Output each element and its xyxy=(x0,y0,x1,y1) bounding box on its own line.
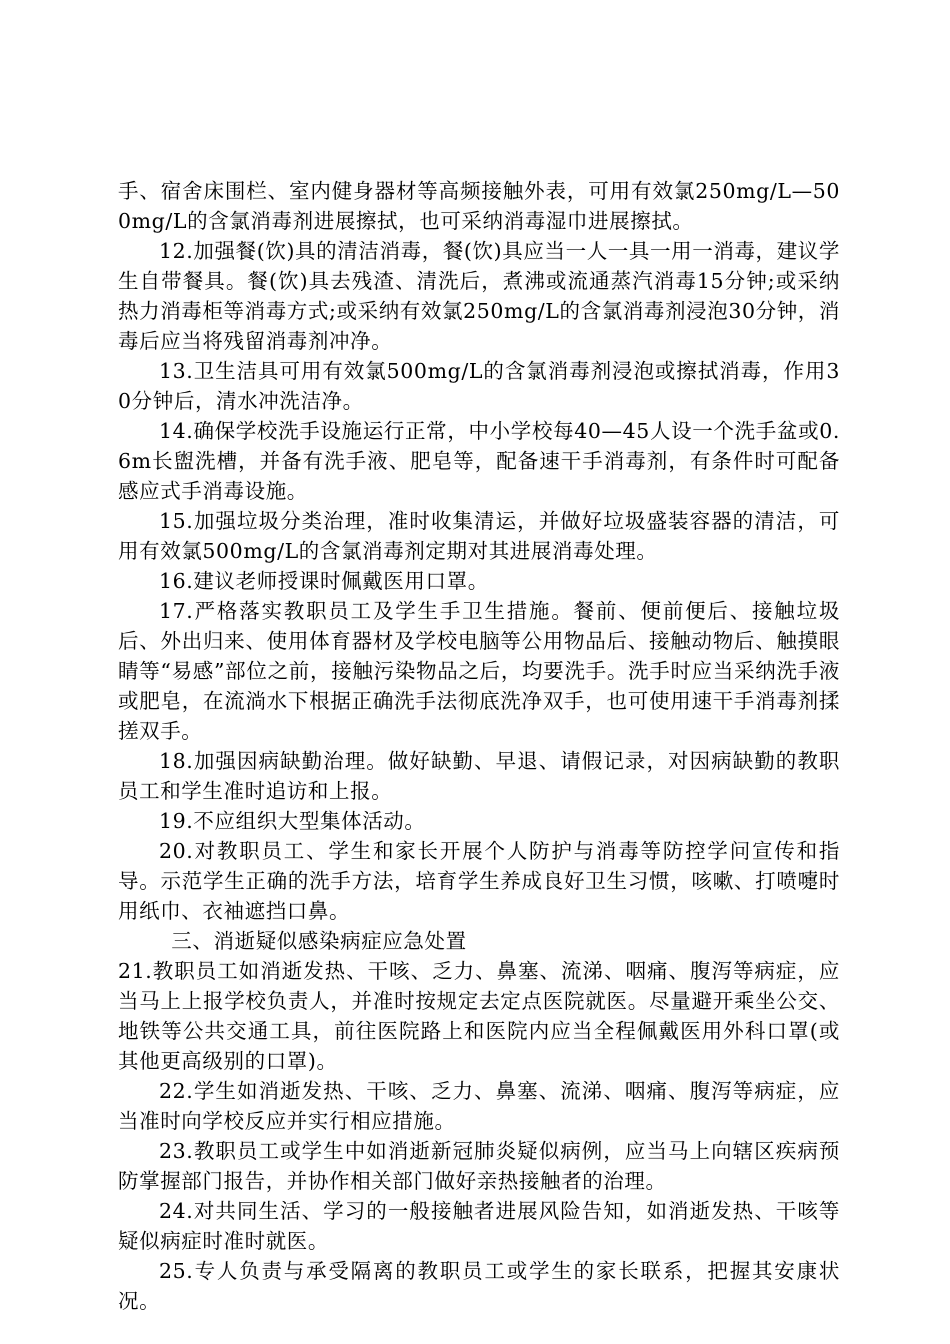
paragraph-17: 17.严格落实教职员工及学生手卫生措施。餐前、便前便后、接触垃圾后、外出归来、使用体育器材及学校电脑等公用物品后、接触动物后、触摸眼睛等“易感”部位之前，接触污染物品之后，均要洗手。洗手时应当采纳洗手液或肥皂，在流淌水下根据正确洗手法彻底洗净双手，也可使用速干手消毒剂揉搓双手。 xyxy=(118,599,840,743)
paragraph-23: 23.教职员工或学生中如消逝新冠肺炎疑似病例，应当马上向辖区疾病预防掌握部门报告，并协作相关部门做好亲热接触者的治理。 xyxy=(118,1139,840,1193)
paragraph-11-continued: 手、宿舍床围栏、室内健身器材等高频接触外表，可用有效氯250mg/L—500mg/L的含氯消毒剂进展擦拭，也可采纳消毒湿巾进展擦拭。 xyxy=(118,179,840,233)
paragraph-21: 21.教职员工如消逝发热、干咳、乏力、鼻塞、流涕、咽痛、腹泻等病症，应当马上上报学校负责人，并准时按规定去定点医院就医。尽量避开乘坐公交、地铁等公共交通工具，前往医院路上和医院内应当全程佩戴医用外科口罩(或其他更高级别的口罩)。 xyxy=(118,959,840,1073)
paragraph-22: 22.学生如消逝发热、干咳、乏力、鼻塞、流涕、咽痛、腹泻等病症，应当准时向学校反应并实行相应措施。 xyxy=(118,1079,840,1133)
paragraph-12: 12.加强餐(饮)具的清洁消毒，餐(饮)具应当一人一具一用一消毒，建议学生自带餐具。餐(饮)具去残渣、清洗后，煮沸或流通蒸汽消毒15分钟;或采纳热力消毒柜等消毒方式;或采纳有效氯250mg/L的含氯消毒剂浸泡30分钟，消毒后应当将残留消毒剂冲净。 xyxy=(118,239,841,353)
paragraph-19: 19.不应组织大型集体活动。 xyxy=(159,809,426,833)
paragraph-15: 15.加强垃圾分类治理，准时收集清运，并做好垃圾盛装容器的清洁，可用有效氯500mg/L的含氯消毒剂定期对其进展消毒处理。 xyxy=(118,509,840,563)
section-heading-3: 三、消逝疑似感染病症应急处置 xyxy=(171,929,467,953)
paragraph-18: 18.加强因病缺勤治理。做好缺勤、早退、请假记录，对因病缺勤的教职员工和学生准时追访和上报。 xyxy=(118,749,840,803)
paragraph-24: 24.对共同生活、学习的一般接触者进展风险告知，如消逝发热、干咳等疑似病症时准时就医。 xyxy=(118,1199,840,1253)
paragraph-20: 20.对教职员工、学生和家长开展个人防护与消毒等防控学问宣传和指导。示范学生正确的洗手方法，培育学生养成良好卫生习惯，咳嗽、打喷嚏时用纸巾、衣袖遮挡口鼻。 xyxy=(118,839,840,923)
paragraph-25: 25.专人负责与承受隔离的教职员工或学生的家长联系，把握其安康状况。 xyxy=(118,1259,840,1313)
document-body xyxy=(118,176,840,1316)
paragraph-13: 13.卫生洁具可用有效氯500mg/L的含氯消毒剂浸泡或擦拭消毒，作用30分钟后，清水冲洗洁净。 xyxy=(118,359,840,413)
paragraph-16: 16.建议老师授课时佩戴医用口罩。 xyxy=(159,569,489,593)
paragraph-14: 14.确保学校洗手设施运行正常，中小学校每40—45人设一个洗手盆或0.6m长盥洗槽，并备有洗手液、肥皂等，配备速干手消毒剂，有条件时可配备感应式手消毒设施。 xyxy=(118,419,840,503)
